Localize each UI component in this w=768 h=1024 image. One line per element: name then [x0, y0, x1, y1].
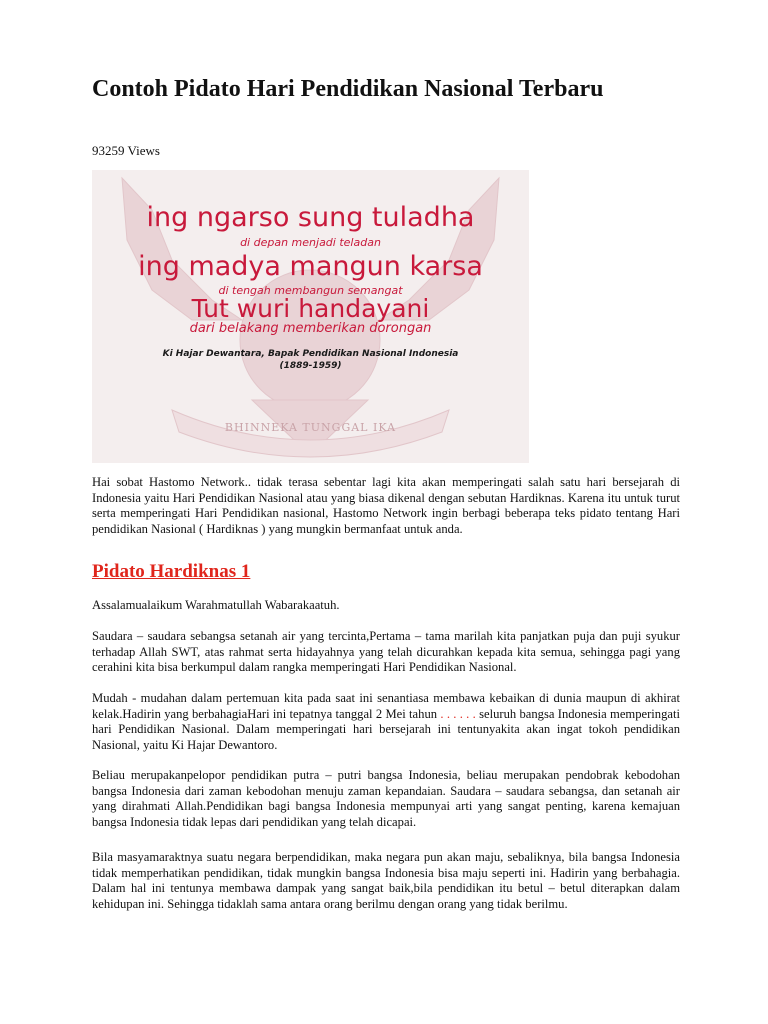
banner-line-3: Tut wuri handayani: [191, 294, 430, 323]
paragraph-date: [92, 691, 680, 753]
paragraph-date-part-2: seluruh bangsa Indonesia memperingati hari Pendidikan Nasional. Dalam memperingati hari bersejarah ini tentunyakita akan ingat tokoh pendidikan Nasional, yaitu Ki Hajar Dewantoro.: [92, 706, 680, 752]
page-title: Contoh Pidato Hari Pendidikan Nasional Terbaru: [92, 76, 604, 102]
banner-line-1-sub: di depan menjadi teladan: [240, 236, 381, 249]
banner-line-2-sub: di tengah membangun semangat: [218, 284, 403, 297]
intro-paragraph: Hai sobat Hastomo Network.. tidak terasa sebentar lagi kita akan memperingati salah satu hari bersejarah di Indonesia yaitu Hari Pendidikan Nasional atau yang biasa dikenal dengan sebutan Hardiknas. Karena itu untuk turut serta memperingati Hari Pendidikan nasional, Hastomo Network ingin berbagi beberapa teks pidato tentang Hari pendidikan Nasional ( Hardiknas ) yang mungkin bermanfaat untuk anda.: [92, 475, 680, 536]
hardiknas-banner-image: [92, 170, 529, 463]
paragraph-education: Bila masyamaraktnya suatu negara berpendidikan, maka negara pun akan maju, sebaliknya, bila bangsa Indonesia tidak memperhatikan pendidikan, tidak mungkin bangsa Indonesia bisa maju seperti ini. Hadirin yang berbahagia. Dalam hal ini tentunya membawa dampak yang sangat baik,bila pendidikan itu betul – betul diterapkan dalam kehidupan ini. Sehingga tidaklah sama antara orang berilmu dengan orang yang tidak berilmu.: [92, 850, 680, 911]
paragraph-figure: Beliau merupakanpelopor pendidikan putra – putri bangsa Indonesia, beliau merupakan pendobrak kebodohan bangsa Indonesia dari zaman kebodohan menuju zaman kepandaian. Saudara – saudara sebangsa, dan setanah air yang dirahmati Allah.Pendidikan bagi bangsa Indonesia mempunyai arti yang sangat penting, karena kemajuan bangsa Indonesia tidak lepas dari pendidikan yang telah dicapai.: [92, 768, 680, 829]
banner-line-3-sub: dari belakang memberikan dorongan: [189, 321, 432, 336]
section-heading: Pidato Hardiknas 1: [92, 561, 251, 582]
date-placeholder-dots: . . . . . .: [440, 706, 476, 721]
view-count: 93259 Views: [92, 143, 160, 158]
banner-line-1: ing ngarso sung tuladha: [146, 202, 475, 233]
banner-line-2: ing madya mangun karsa: [138, 251, 483, 282]
banner-credit: Ki Hajar Dewantara, Bapak Pendidikan Nasional Indonesia: [162, 349, 459, 359]
paragraph-opening: Saudara – saudara sebangsa setanah air yang tercinta,Pertama – tama marilah kita panjatkan puja dan puji syukur terhadap Allah SWT, atas rahmat serta hidayahnya yang telah dicurahkan kepada kita semua, sehingga pagi yang cerahini kita bisa berkumpul dalam rangka memperingati Hari Pendidikan Nasional.: [92, 629, 680, 674]
paragraph-date-part-1: Mudah - mudahan dalam pertemuan kita pada saat ini senantiasa membawa kebaikan di dunia maupun di akhirat kelak.Hadirin yang berbahagiaHari ini tepatnya tanggal 2 Mei tahun: [92, 691, 680, 721]
banner-ribbon-text: BHINNEKA TUNGGAL IKA: [224, 421, 397, 434]
paragraph-greeting: Assalamualaikum Warahmatullah Wabarakaatuh.: [92, 598, 340, 612]
banner-years: (1889-1959): [279, 361, 342, 371]
